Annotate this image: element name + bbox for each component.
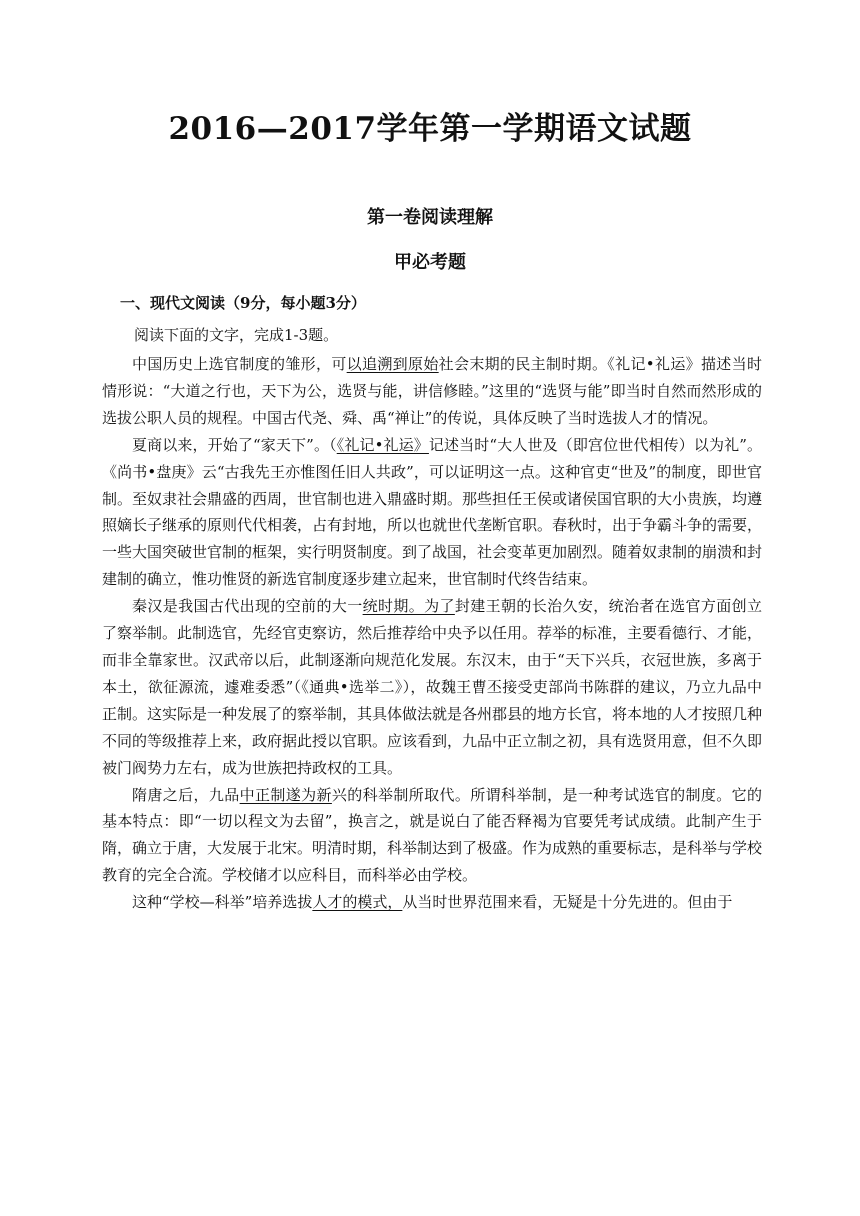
- underlined-phrase: 《礼记•礼运》: [336, 435, 429, 454]
- underlined-phrase: 统时期。为了: [362, 597, 455, 616]
- subpart-heading: 甲必考题: [394, 252, 466, 273]
- underlined-phrase: 以追溯到原始: [346, 355, 439, 373]
- reading-passage: [102, 351, 762, 916]
- exam-title: 2016—2017学年第一学期语文试题: [168, 111, 692, 147]
- part-heading: 第一卷阅读理解: [367, 207, 493, 228]
- paragraph-3: 秦汉是我国古代出现的空前的大一统时期。为了封建王朝的长治久安，统治者在选官方面创立了察举制。此制选官，先经官吏察访，然后推荐给中央予以任用。荐举的标准，主要看德行、才能，而非全靠家世。汉武帝以后，此制逐渐向规范化发展。东汉末，由于“天下兴兵，衣冠世族，多离于本土，欲征源流，遽难委悉”（《通典•选举二》），故魏王曹丕接受吏部尚书陈群的建议，乃立九品中正制。这实际是一种发展了的察举制，其具体做法就是各州郡县的地方长官，将本地的人才按照几种不同的等级推荐上来，政府据此授以官职。应该看到，九品中正立制之初，具有选贤用意，但不久即被门阀势力左右，成为世族把持政权的工具。: [102, 597, 763, 777]
- paragraph-1: 中国历史上选官制度的雏形，可以追溯到原始社会末期的民主制时期。《礼记•礼运》描述当时情形说：“大道之行也，天下为公，选贤与能，讲信修睦。”这里的“选贤与能”即当时自然而然形成的选拔公职人员的规程。中国古代尧、舜、禹“禅让”的传说，具体反映了当时选拔人才的情况。: [102, 355, 762, 427]
- section-heading: 一、现代文阅读（9分，每小题3分）: [120, 294, 366, 312]
- paragraph-4: 隋唐之后，九品中正制遂为新兴的科举制所取代。所谓科举制，是一种考试选官的制度。它的基本特点：即“一切以程文为去留”，换言之，就是说白了能否释褐为官要凭考试成绩。此制产生于隋，确立于唐，大发展于北宋。明清时期，科举制达到了极盛。作为成熟的重要标志，是科举与学校教育的完全合流。学校储才以应科目，而科举必由学校。: [102, 785, 763, 885]
- instruction-text: 阅读下面的文字，完成1-3题。: [134, 326, 339, 344]
- paragraph-5: 这种“学校—科举”培养选拔人才的模式，从当时世界范围来看，无疑是十分先进的。但由于: [132, 893, 733, 912]
- underlined-phrase: 人才的模式，: [312, 893, 403, 912]
- underlined-phrase: 中正制遂为新: [239, 785, 332, 804]
- paragraph-2: 夏商以来，开始了“家天下”。（《礼记•礼运》记述当时“大人世及（即宫位世代相传）以为礼”。《尚书•盘庚》云“古我先王亦惟图任旧人共政”，可以证明这一点。这种官吏“世及”的制度，即世官制。至奴隶社会鼎盛的西周，世官制也进入鼎盛时期。那些担任王侯或诸侯国官职的大小贵族，均遵照嫡长子继承的原则代代相袭，占有封地，所以也就世代垄断官职。春秋时，出于争霸斗争的需要，一些大国突破世官制的框架，实行明贤制度。到了战国，社会变革更加剧烈。随着奴隶制的崩溃和封建制的确立，惟功惟贤的新选官制度逐步建立起来，世官制时代终告结束。: [102, 435, 763, 589]
